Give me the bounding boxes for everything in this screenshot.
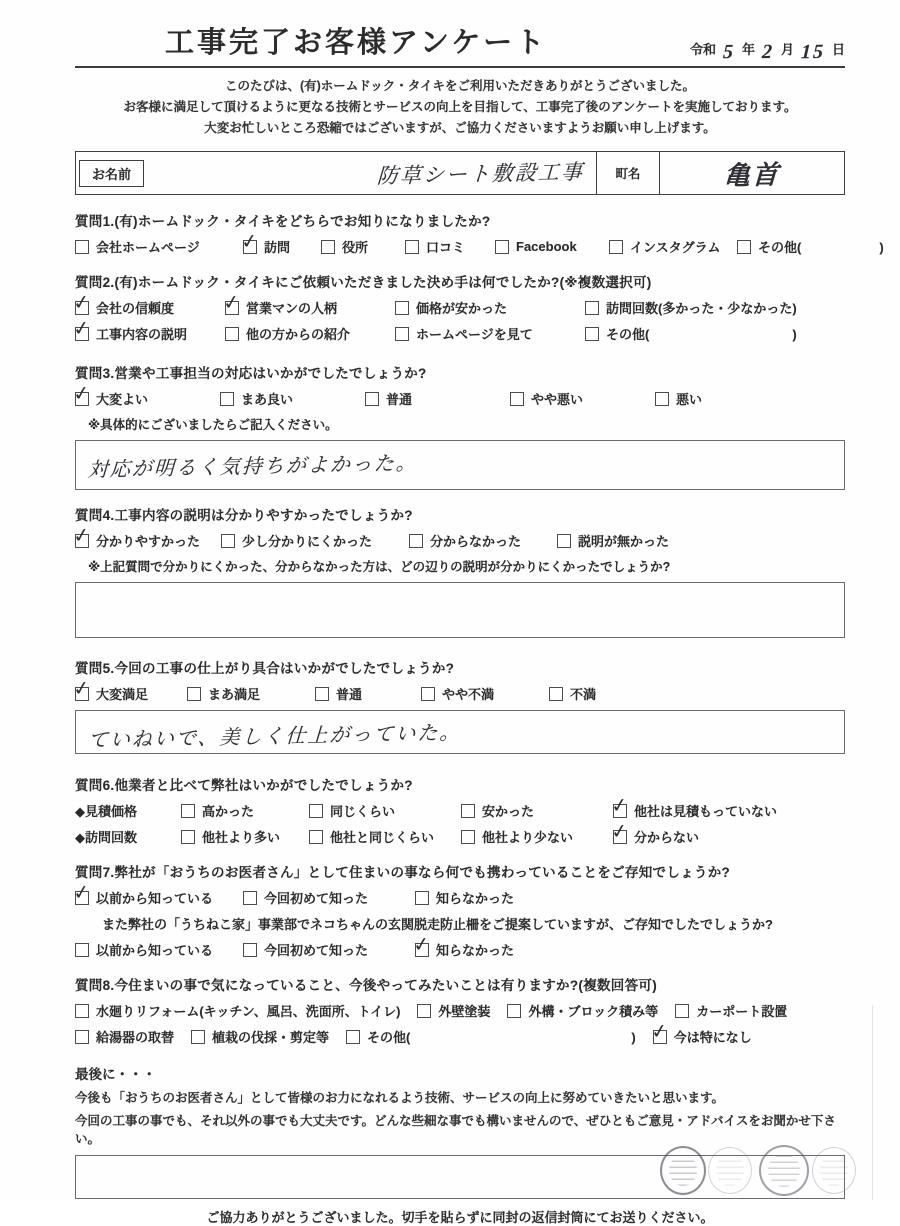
option-label: まあ満足 bbox=[208, 687, 261, 702]
intro-text bbox=[75, 76, 845, 139]
question-1 bbox=[75, 210, 884, 256]
question-title: 質問8.今住まいの事で気になっていること、今後やってみたいことは有りますか?(複数回答可) bbox=[75, 978, 657, 993]
option[interactable] bbox=[71, 523, 221, 550]
option-row bbox=[71, 523, 845, 550]
option[interactable] bbox=[181, 827, 309, 846]
option[interactable] bbox=[609, 819, 700, 846]
checkbox[interactable] bbox=[510, 392, 524, 406]
option-label: 普通 bbox=[336, 687, 363, 702]
answer-box[interactable] bbox=[75, 582, 845, 638]
hanko-stamp-icon bbox=[812, 1147, 856, 1194]
option[interactable] bbox=[181, 801, 309, 820]
checkbox[interactable] bbox=[309, 830, 323, 844]
option-label: 営業マンの人柄 bbox=[246, 301, 338, 316]
option-label: 分かりやすかった bbox=[96, 534, 201, 549]
checkbox[interactable] bbox=[415, 891, 429, 905]
option[interactable] bbox=[71, 880, 243, 907]
checkbox[interactable] bbox=[655, 392, 669, 406]
option[interactable] bbox=[609, 793, 778, 820]
option[interactable] bbox=[309, 827, 461, 846]
option[interactable] bbox=[75, 1027, 174, 1046]
question-5 bbox=[71, 657, 845, 754]
closing-line-2: 今回の工事の事でも、それ以外の事でも大丈夫です。どんな些細な事でも構いませんので、ぜひともご意見・アドバイスをお聞かせ下さい。 bbox=[75, 1114, 836, 1146]
checkbox[interactable] bbox=[191, 1030, 205, 1044]
answer-box[interactable] bbox=[75, 710, 845, 754]
option-label: 他社と同じくらい bbox=[330, 830, 435, 845]
checkbox[interactable] bbox=[181, 804, 195, 818]
name-field[interactable] bbox=[144, 158, 596, 188]
checkbox[interactable] bbox=[585, 327, 599, 341]
questions bbox=[71, 210, 884, 1046]
checkbox[interactable] bbox=[75, 1004, 89, 1018]
option-label: 説明が無かった bbox=[578, 534, 670, 549]
checkbox[interactable] bbox=[395, 327, 409, 341]
option[interactable] bbox=[225, 324, 395, 343]
option[interactable] bbox=[649, 1019, 752, 1046]
option-label: その他( ) bbox=[606, 327, 797, 342]
option-row bbox=[75, 1001, 845, 1020]
option[interactable] bbox=[510, 389, 655, 408]
option[interactable] bbox=[409, 531, 557, 550]
option-label: まあ良い bbox=[241, 392, 294, 407]
checkbox[interactable] bbox=[585, 301, 599, 315]
question-4 bbox=[71, 504, 845, 638]
option-row-prefix: ◆見積価格 bbox=[75, 804, 137, 819]
checkbox[interactable] bbox=[417, 1004, 431, 1018]
survey-date bbox=[689, 39, 845, 64]
option-label: 役所 bbox=[342, 240, 369, 255]
option-label: 不満 bbox=[570, 687, 597, 702]
option[interactable] bbox=[411, 932, 515, 959]
option-label: 高かった bbox=[202, 804, 255, 819]
option[interactable] bbox=[609, 237, 737, 256]
check-mark: ✓ bbox=[609, 819, 630, 844]
option-label: ホームページを見て bbox=[416, 327, 533, 342]
town-label: 町名 bbox=[596, 152, 660, 194]
option-label: 知らなかった bbox=[436, 943, 515, 958]
option-row bbox=[75, 229, 884, 256]
checkbox[interactable] bbox=[495, 240, 509, 254]
option-label: その他( ) bbox=[367, 1030, 636, 1045]
option[interactable] bbox=[75, 237, 243, 256]
checkbox[interactable] bbox=[507, 1004, 521, 1018]
option-row bbox=[75, 819, 845, 846]
question-note: ※具体的にございましたらご記入ください。 bbox=[88, 418, 338, 432]
checkbox[interactable] bbox=[609, 240, 623, 254]
checkbox-checked[interactable] bbox=[71, 316, 92, 341]
date-day-label: 日 bbox=[831, 42, 845, 57]
option[interactable] bbox=[417, 1001, 490, 1020]
option[interactable] bbox=[346, 1027, 636, 1046]
option[interactable] bbox=[405, 237, 495, 256]
checkbox[interactable] bbox=[549, 687, 563, 701]
checkbox[interactable] bbox=[225, 327, 239, 341]
option-label: 大変よい bbox=[96, 392, 149, 407]
checkbox[interactable] bbox=[409, 534, 423, 548]
option-label: 他社は見積もっていない bbox=[634, 804, 778, 819]
option[interactable] bbox=[220, 389, 365, 408]
hanko-stamp-icon bbox=[759, 1145, 809, 1196]
option[interactable] bbox=[71, 316, 225, 343]
handwritten-answer: 対応が明るく気持ちがよかった。 bbox=[87, 452, 419, 482]
name-row bbox=[75, 151, 845, 195]
checkbox[interactable] bbox=[243, 943, 257, 957]
header-rule bbox=[75, 66, 845, 68]
question-title: 質問1.(有)ホームドック・タイキをどちらでお知りになりましたか? bbox=[75, 214, 491, 229]
question-subtitle: また弊社の「うちねこ家」事業部でネコちゃんの玄関脱走防止柵をご提案していますが、ご存知でしたでしょうか? bbox=[102, 917, 773, 932]
option-label: 今回初めて知った bbox=[264, 891, 369, 906]
option-label: 以前から知っている bbox=[96, 943, 214, 958]
checkbox[interactable] bbox=[309, 804, 323, 818]
question-7 bbox=[71, 861, 845, 959]
option[interactable] bbox=[71, 290, 225, 317]
option-label: 会社ホームページ bbox=[96, 240, 200, 255]
date-day-handwritten: 15 bbox=[800, 40, 826, 64]
option[interactable] bbox=[415, 888, 514, 907]
date-month-handwritten: 2 bbox=[761, 40, 775, 64]
checkbox[interactable] bbox=[181, 830, 195, 844]
question-note: ※上記質問で分かりにくかった、分からなかった方は、どの辺りの説明が分かりにくかったでしょうか? bbox=[88, 560, 671, 574]
town-field[interactable] bbox=[660, 155, 844, 192]
check-mark: ✓ bbox=[239, 229, 260, 254]
date-era-label: 令和 bbox=[689, 42, 716, 57]
checkbox[interactable] bbox=[243, 891, 257, 905]
option[interactable] bbox=[495, 239, 609, 254]
option-label: 普通 bbox=[386, 392, 413, 407]
option-row bbox=[75, 932, 845, 959]
option[interactable] bbox=[395, 324, 585, 343]
check-mark: ✓ bbox=[71, 290, 92, 315]
option[interactable] bbox=[71, 676, 187, 703]
option-row bbox=[75, 793, 845, 820]
check-mark: ✓ bbox=[71, 523, 92, 548]
checkbox[interactable] bbox=[461, 804, 475, 818]
option-label: 外構・ブロック積み等 bbox=[528, 1004, 659, 1019]
option[interactable] bbox=[507, 1001, 658, 1020]
option-row bbox=[71, 381, 845, 408]
option-label: やや悪い bbox=[531, 392, 584, 407]
scan-page-edge bbox=[872, 1005, 873, 1200]
option-label: 大変満足 bbox=[96, 687, 149, 702]
option-row bbox=[75, 1019, 845, 1046]
option-label: 水廻りリフォーム(キッチン、風呂、洗面所、トイレ) bbox=[96, 1004, 401, 1019]
date-year-label: 年 bbox=[741, 42, 755, 57]
option-label: 訪問 bbox=[264, 240, 291, 255]
option[interactable] bbox=[221, 531, 409, 550]
check-mark: ✓ bbox=[609, 793, 630, 818]
date-month-label: 月 bbox=[780, 42, 794, 57]
stamps-row bbox=[660, 1145, 856, 1196]
hanko-stamp-icon bbox=[708, 1147, 752, 1194]
checkbox[interactable] bbox=[365, 392, 379, 406]
option-row-prefix: ◆訪問回数 bbox=[75, 830, 137, 845]
option-label: 同じくらい bbox=[330, 804, 396, 819]
option-label: 訪問回数(多かった・少なかった) bbox=[606, 301, 797, 316]
option-label: 知らなかった bbox=[436, 891, 515, 906]
option[interactable] bbox=[421, 684, 549, 703]
option-label: 他社より少ない bbox=[482, 830, 574, 845]
checkbox[interactable] bbox=[75, 240, 89, 254]
question-title: 質問3.営業や工事担当の対応はいかがでしたでしょうか? bbox=[75, 366, 427, 381]
closing-heading: 最後に・・・ bbox=[75, 1067, 156, 1082]
form-title: 工事完了お客様アンケート bbox=[165, 27, 548, 59]
check-mark: ✓ bbox=[649, 1019, 669, 1044]
option-label: その他( ) bbox=[758, 240, 884, 255]
option[interactable] bbox=[557, 531, 669, 550]
option-label: 工事内容の説明 bbox=[96, 327, 188, 342]
checkbox[interactable] bbox=[395, 301, 409, 315]
checkbox-checked[interactable] bbox=[411, 932, 432, 957]
handwritten-answer: ていねいで、美しく仕上がっていた。 bbox=[87, 722, 462, 752]
option-label: 価格が安かった bbox=[416, 301, 508, 316]
option-row bbox=[71, 880, 845, 907]
option[interactable] bbox=[321, 237, 405, 256]
option[interactable] bbox=[585, 298, 797, 317]
footer-note: ご協力ありがとうございました。切手を貼らずに同封の返信封筒にてお送りください。 bbox=[206, 1210, 714, 1225]
option[interactable] bbox=[75, 1001, 400, 1020]
option-label: 外壁塗装 bbox=[438, 1004, 491, 1019]
checkbox[interactable] bbox=[421, 687, 435, 701]
checkbox[interactable] bbox=[346, 1030, 360, 1044]
checkbox[interactable] bbox=[75, 943, 89, 957]
option[interactable] bbox=[71, 381, 220, 408]
question-6 bbox=[75, 774, 845, 846]
option[interactable] bbox=[365, 389, 510, 408]
option[interactable] bbox=[243, 888, 415, 907]
option[interactable] bbox=[243, 940, 415, 959]
checkbox-checked[interactable] bbox=[71, 290, 92, 315]
option-label: 分からない bbox=[634, 830, 700, 845]
checkbox-checked[interactable] bbox=[221, 290, 242, 315]
option[interactable] bbox=[191, 1027, 329, 1046]
check-mark: ✓ bbox=[411, 932, 432, 957]
question-title: 質問4.工事内容の説明は分かりやすかったでしょうか? bbox=[75, 508, 413, 523]
option[interactable] bbox=[585, 324, 797, 343]
checkbox[interactable] bbox=[321, 240, 335, 254]
checkbox-checked[interactable] bbox=[649, 1019, 669, 1044]
option-label: 以前から知っている bbox=[96, 891, 214, 906]
option[interactable] bbox=[315, 684, 421, 703]
option-label: 他社より多い bbox=[202, 830, 281, 845]
option-label: やや不満 bbox=[442, 687, 495, 702]
option[interactable] bbox=[221, 290, 395, 317]
checkbox-checked[interactable] bbox=[71, 880, 92, 905]
option[interactable] bbox=[675, 1001, 787, 1020]
option[interactable] bbox=[549, 684, 596, 703]
checkbox-checked[interactable] bbox=[71, 523, 92, 548]
checkbox-checked[interactable] bbox=[71, 676, 92, 701]
option[interactable] bbox=[187, 684, 315, 703]
checkbox[interactable] bbox=[675, 1004, 689, 1018]
question-2 bbox=[71, 271, 845, 343]
option-label: インスタグラム bbox=[630, 240, 721, 255]
check-mark: ✓ bbox=[71, 316, 92, 341]
option[interactable] bbox=[655, 389, 702, 408]
date-year-handwritten: 5 bbox=[722, 40, 736, 64]
option[interactable] bbox=[75, 940, 243, 959]
option[interactable] bbox=[461, 801, 613, 820]
question-8 bbox=[75, 974, 845, 1046]
option-label: 他の方からの紹介 bbox=[246, 327, 351, 342]
option-label: 少し分かりにくかった bbox=[242, 534, 373, 549]
option[interactable] bbox=[461, 827, 613, 846]
option-label: Facebook bbox=[516, 239, 577, 254]
check-mark: ✓ bbox=[71, 880, 92, 905]
checkbox[interactable] bbox=[315, 687, 329, 701]
checkbox[interactable] bbox=[737, 240, 751, 254]
check-mark: ✓ bbox=[71, 381, 92, 406]
intro-line-1: このたびは、(有)ホームドック・タイキをご利用いただきありがとうございました。 bbox=[224, 79, 696, 93]
name-handwritten-value: 防草シート敷設工事 bbox=[376, 159, 585, 189]
town-handwritten-value: 亀首 bbox=[723, 159, 781, 191]
name-label: お名前 bbox=[79, 160, 144, 187]
checkbox[interactable] bbox=[405, 240, 419, 254]
intro-line-3: 大変お忙しいところ恐縮ではございますが、ご協力くださいますようお願い申し上げます。 bbox=[204, 121, 716, 135]
option-label: 給湯器の取替 bbox=[96, 1030, 175, 1045]
hanko-stamp-icon bbox=[660, 1146, 706, 1195]
option-label: 安かった bbox=[482, 804, 535, 819]
answer-box[interactable] bbox=[75, 440, 845, 490]
option-row bbox=[71, 316, 845, 343]
intro-line-2: お客様に満足して頂けるように更なる技術とサービスの向上を目指して、工事完了後のアンケートを実施しております。 bbox=[123, 100, 797, 114]
form-header bbox=[75, 20, 845, 64]
question-title: 質問2.(有)ホームドック・タイキにご依頼いただきました決め手は何でしたか?(※複数選択可) bbox=[75, 275, 652, 290]
option-label: 今は特になし bbox=[673, 1030, 752, 1045]
option[interactable] bbox=[737, 237, 884, 256]
option-label: 口コミ bbox=[426, 240, 466, 255]
checkbox[interactable] bbox=[461, 830, 475, 844]
checkbox[interactable] bbox=[220, 392, 234, 406]
checkbox-checked[interactable] bbox=[609, 819, 630, 844]
option-row bbox=[71, 676, 845, 703]
option[interactable] bbox=[239, 229, 321, 256]
question-title: 質問7.弊社が「おうちのお医者さん」として住まいの事なら何でも携わっていることをご存知でしょうか? bbox=[75, 865, 731, 880]
question-title: 質問5.今回の工事の仕上がり具合はいかがでしたでしょうか? bbox=[75, 661, 455, 676]
checkbox-checked[interactable] bbox=[71, 381, 92, 406]
option-row bbox=[71, 290, 845, 317]
check-mark: ✓ bbox=[71, 676, 92, 701]
option-label: カーポート設置 bbox=[696, 1004, 788, 1019]
form-content bbox=[71, 0, 884, 1226]
option-label: 今回初めて知った bbox=[264, 943, 369, 958]
option-label: 分からなかった bbox=[430, 534, 522, 549]
option-label: 植栽の伐採・剪定等 bbox=[212, 1030, 330, 1045]
option-label: 会社の信頼度 bbox=[96, 301, 175, 316]
checkbox-checked[interactable] bbox=[609, 793, 630, 818]
checkbox[interactable] bbox=[75, 1030, 89, 1044]
checkbox-checked[interactable] bbox=[239, 229, 260, 254]
question-title: 質問6.他業者と比べて弊社はいかがでしたでしょうか? bbox=[75, 778, 413, 793]
checkbox[interactable] bbox=[221, 534, 235, 548]
checkbox[interactable] bbox=[557, 534, 571, 548]
option[interactable] bbox=[395, 298, 585, 317]
check-mark: ✓ bbox=[221, 290, 242, 315]
option-label: 悪い bbox=[676, 392, 703, 407]
closing-line-1: 今後も「おうちのお医者さん」として皆様のお力になれるよう技術、サービスの向上に努めていきたいと思います。 bbox=[75, 1091, 725, 1105]
question-3 bbox=[71, 362, 845, 490]
checkbox[interactable] bbox=[187, 687, 201, 701]
option[interactable] bbox=[309, 801, 461, 820]
